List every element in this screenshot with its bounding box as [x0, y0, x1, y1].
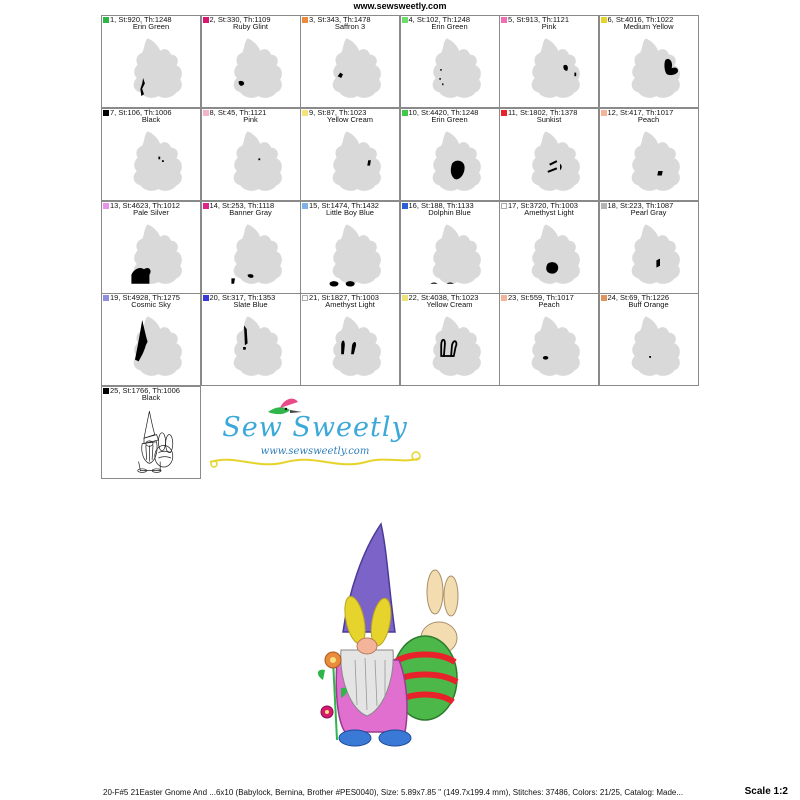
thread-color-name: Saffron 3	[334, 22, 366, 31]
stop-stitch-info: 24, St:69, Th:1226	[607, 293, 670, 303]
stop-stitch-info: 8, St:45, Th:1121	[209, 107, 267, 117]
stop-stitch-info: 16, St:188, Th:1133	[408, 200, 474, 210]
stop-preview-thumbnail	[515, 218, 587, 292]
thread-color-name: Ruby Glint	[232, 22, 268, 31]
thread-color-name: Little Boy Blue	[326, 207, 374, 217]
thread-color-name: Erin Green	[431, 22, 468, 31]
color-stop-cell	[201, 293, 301, 386]
stop-stitch-info: 15, St:1474, Th:1432	[309, 200, 379, 210]
thread-color-name: Peach	[538, 300, 560, 310]
stop-preview-thumbnail	[515, 125, 587, 199]
stop-stitch-info: 17, St:3720, Th:1003	[508, 200, 578, 210]
color-stop-cell	[201, 201, 301, 294]
bunny-ear-right	[444, 576, 458, 616]
color-stop-cell	[201, 15, 301, 108]
stop-stitch-info: 25, St:1766, Th:1006	[110, 386, 180, 395]
stop-stitch-info: 19, St:4928, Th:1275	[110, 293, 180, 303]
color-stop-cell	[499, 108, 599, 201]
scale-label: Scale 1:2	[744, 786, 788, 797]
design-outline-thumbnail	[117, 403, 189, 477]
color-stop-cell	[101, 108, 201, 201]
thread-color-name: Buff Orange	[628, 300, 669, 310]
color-stop-cell	[101, 293, 201, 386]
thread-color-name: Black	[141, 393, 161, 402]
color-stop-cell	[400, 108, 500, 201]
stop-preview-thumbnail	[217, 310, 289, 384]
stop-preview-thumbnail	[416, 310, 488, 384]
stop-preview-thumbnail	[416, 125, 488, 199]
color-stop-cell	[300, 293, 400, 386]
stop-stitch-info: 1, St:920, Th:1248	[110, 15, 172, 24]
stop-preview-thumbnail	[316, 218, 388, 292]
site-url[interactable]: www.sewsweetly.com	[353, 1, 447, 11]
thread-color-name: Erin Green	[431, 114, 468, 124]
color-stop-grid	[101, 15, 698, 402]
gnome-shoe-right	[379, 730, 411, 746]
stop-preview-thumbnail	[416, 32, 488, 106]
thread-color-name: Slate Blue	[233, 300, 268, 310]
thread-color-name: Cosmic Sky	[131, 300, 171, 310]
stop-stitch-info: 14, St:253, Th:1118	[209, 200, 275, 210]
easter-gnome-design	[315, 510, 465, 755]
stop-preview-thumbnail	[117, 125, 189, 199]
stop-stitch-info: 20, St:317, Th:1353	[209, 293, 276, 303]
stop-stitch-info: 18, St:223, Th:1087	[607, 200, 674, 210]
color-stop-cell	[300, 15, 400, 108]
design-description: 20-F#5 21Easter Gnome And ...6x10 (Babylock, Bernina, Brother #PES0040), Size: 5.89x7.85 " (149.7x199.4 mm), Stitches: 37486, Colors: 21/25, Catalog: Made...	[103, 788, 684, 797]
color-stop-cell	[400, 15, 500, 108]
thread-color-name: Yellow Cream	[426, 300, 473, 310]
sew-sweetly-logo	[206, 394, 424, 476]
stop-stitch-info: 23, St:559, Th:1017	[508, 293, 574, 303]
thread-color-name: Pink	[243, 114, 258, 124]
stop-stitch-info: 2, St:330, Th:1109	[209, 15, 271, 24]
stop-preview-thumbnail	[117, 310, 189, 384]
stop-stitch-info: 9, St:87, Th:1023	[309, 107, 367, 117]
stop-preview-thumbnail	[615, 310, 687, 384]
color-stop-cell	[101, 201, 201, 294]
bunny-ear-left	[427, 570, 443, 614]
stop-stitch-info: 12, St:417, Th:1017	[607, 107, 674, 117]
color-stop-cell	[201, 108, 301, 201]
color-stop-cell	[101, 15, 201, 108]
stop-stitch-info: 11, St:1802, Th:1378	[508, 107, 578, 117]
stop-preview-thumbnail	[416, 218, 488, 292]
color-stop-cell	[400, 201, 500, 294]
thread-color-name: Dolphin Blue	[428, 207, 471, 217]
thread-color-name: Erin Green	[132, 22, 170, 31]
color-stop-cell	[599, 201, 699, 294]
stop-stitch-info: 10, St:4420, Th:1248	[408, 107, 479, 117]
stop-stitch-info: 5, St:913, Th:1121	[508, 15, 570, 24]
stop-preview-thumbnail	[217, 218, 289, 292]
color-stop-cell	[300, 108, 400, 201]
color-stop-cell	[599, 293, 699, 386]
gnome-shoe-left	[339, 730, 371, 746]
stop-preview-thumbnail	[515, 310, 587, 384]
stop-stitch-info: 22, St:4038, Th:1023	[408, 293, 479, 303]
stop-stitch-info: 3, St:343, Th:1478	[309, 15, 371, 24]
stop-preview-thumbnail	[117, 218, 189, 292]
stop-stitch-info: 13, St:4623, Th:1012	[110, 200, 180, 210]
color-stop-cell	[599, 108, 699, 201]
stop-preview-thumbnail	[117, 32, 189, 106]
thread-color-name: Pale Silver	[133, 207, 169, 217]
stop-stitch-info: 7, St:106, Th:1006	[110, 107, 172, 117]
thread-color-name: Peach	[637, 114, 660, 124]
stop-preview-thumbnail	[316, 32, 388, 106]
stop-preview-thumbnail	[615, 218, 687, 292]
stop-stitch-info: 6, St:4016, Th:1022	[607, 15, 674, 24]
stop-stitch-info: 4, St:102, Th:1248	[408, 15, 471, 24]
color-stop-cell	[101, 386, 201, 479]
color-stop-cell	[400, 293, 500, 386]
stop-preview-thumbnail	[316, 310, 388, 384]
thread-color-name: Sunkist	[536, 114, 562, 124]
color-stop-cell	[499, 201, 599, 294]
stop-preview-thumbnail	[217, 125, 289, 199]
stop-preview-thumbnail	[615, 125, 687, 199]
thread-color-name: Pearl Gray	[630, 207, 667, 217]
logo-url[interactable]: www.sewsweetly.com	[260, 446, 370, 457]
color-stop-cell	[499, 15, 599, 108]
thread-color-name: Amethyst Light	[524, 207, 574, 217]
stop-preview-thumbnail	[615, 32, 687, 106]
stop-preview-thumbnail	[217, 32, 289, 106]
thread-color-name: Pink	[541, 22, 557, 31]
thread-color-name: Yellow Cream	[327, 114, 373, 124]
stop-preview-thumbnail	[316, 125, 388, 199]
gnome-nose	[357, 638, 377, 654]
color-stop-cell	[599, 15, 699, 108]
stop-preview-thumbnail	[515, 32, 587, 106]
color-stop-cell	[300, 201, 400, 294]
thread-color-name: Banner Gray	[229, 207, 272, 217]
thread-color-name: Black	[141, 114, 161, 124]
stop-stitch-info: 21, St:1827, Th:1003	[309, 293, 379, 303]
thread-color-name: Amethyst Light	[325, 300, 375, 310]
logo-title: Sew Sweetly	[222, 412, 408, 443]
color-stop-cell	[499, 293, 599, 386]
thread-color-name: Medium Yellow	[623, 22, 674, 31]
